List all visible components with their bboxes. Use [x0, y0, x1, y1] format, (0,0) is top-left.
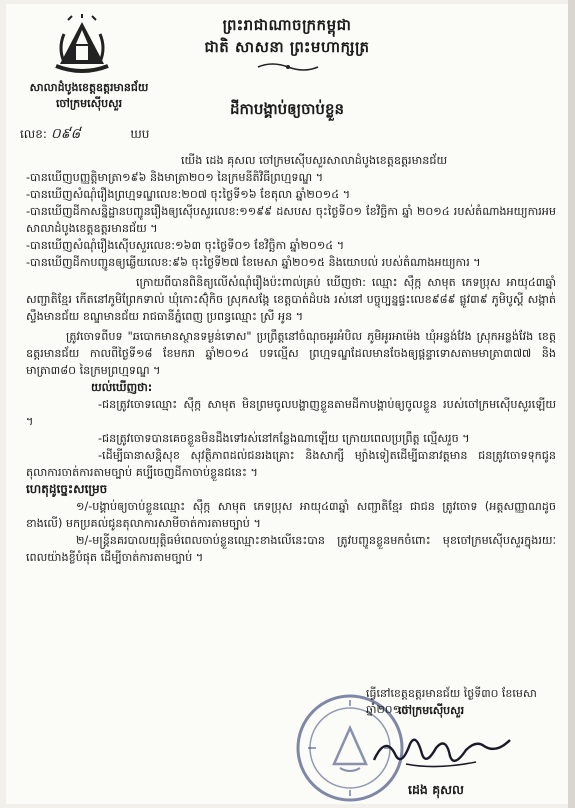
ornament-divider-icon [256, 58, 320, 77]
document-page [6, 4, 568, 804]
consideration-1: -ជនត្រូវចោទឈ្មោះ ស៊ឹក្ក សាមុត មិនព្រមចូលបង្ហាញខ្លួនតាមដីកាបង្គាប់ឲ្យចូលខ្លួន របស់ចៅក្រមស៊ើបសួរឡើយ ។ [26, 398, 556, 428]
document-title: ដីកាបង្គាប់ឲ្យចាប់ខ្លួន [230, 100, 344, 118]
signer-name: ដេង គុសល [408, 782, 464, 797]
recital-4: -បានឃើញសំណុំរឿងស៊ើបសួរលេខ:១៦៣ ចុះថ្ងៃទី០១ ខែវិច្ឆិកា ឆ្នាំ២០១៤ ។ [26, 239, 345, 252]
agency-court: សាលាដំបូងខេត្តឧត្តរមានជ័យ [29, 81, 149, 94]
kingdom-name: ព្រះរាជាណាចក្រកម្ពុជា [222, 16, 352, 34]
national-header [6, 14, 568, 58]
consideration-2: -ជនត្រូវចោទបានគេចខ្លួនមិនដឹងទៅរស់នៅកន្លែងណាឡើយ ក្រោយពេលប្រព្រឹត្ត ល្មើសរួច ។ [98, 432, 470, 445]
recital-2: -បានឃើញសំណុំរឿងព្រហ្មទណ្ឌលេខ:២០៧ ចុះថ្ងៃទី១៦ ខែតុលា ឆ្នាំ២០១៤ ។ [26, 188, 351, 201]
recital-1: -បានឃើញបញ្ញត្តិមាត្រា១៩៦ និងមាត្រា២០១ នៃក្រមនីតិវិធីព្រហ្មទណ្ឌ ។ [26, 171, 324, 184]
document-body [26, 152, 556, 566]
decision-heading: ហេតុដូច្នេះសម្រេច [26, 482, 108, 496]
signer-title: ចៅក្រមស៊ើបសួរ [398, 704, 465, 717]
decision-2: ២/-មន្ត្រីនគរបាលយុត្តិធម៌ពេលចាប់ខ្លួនឈ្មោះខាងលើនេះបាន ត្រូវបញ្ជូនខ្លួនមកចំពោះ មុខចៅក្រមស៊ើបសួរក្នុងរយៈពេលយ៉ាងខ្លីបំផុត ដើម្បីចាត់ការតាមច្បាប់ ។ [26, 534, 556, 564]
considerations-heading: យល់ឃើញថា: [91, 381, 153, 394]
facts-paragraph: ក្រោយពីបានពិនិត្យលើសំណុំរឿងប៉ះពាល់គ្រប់ ឃើញថា: ឈ្មោះ ស៊ឹក្ក សាមុត ភេទប្រុស អាយុ៤៣ឆ្នាំ សញ្ជាតិខ្មែរ កើតនៅភូមិព្រែកទាល់ ឃុំកោះស៊ុំកិច ស្រុកសង្កែ ខេត្តបាត់ដំបង រស់នៅ បច្ចុប្បន្នផ្ទះលេខ៩៨៩ ផ្លូវ៣៩ ភូមិបូស្ដី សង្កាត់ស្ទឹងមានជ័យ ខណ្ឌមានជ័យ រាជធានីភ្នំពេញ ប្រពន្ធឈ្មោះ ស្រី អូន ។ [26, 276, 556, 323]
recital-3: -បានឃើញដីកាសន្និដ្ឋានបញ្ជូនរឿងឲ្យស៊ើបសួរលេខ:១១៩៩ ដសបស ចុះថ្ងៃទី០១ ខែវិច្ឆិកា ឆ្នាំ ២០១៤ របស់តំណាងអយ្យការអមសាលាដំបូងខេត្តឧត្តរមានជ័យ ។ [26, 205, 556, 235]
intro-line: យើង ដេង គុសល ចៅក្រមស៊ើបសួរសាលាដំបូងខេត្តឧត្តរមានជ័យ [181, 154, 448, 167]
charge-paragraph: ត្រូវចោទពីបទ "ឆបោកមានស្ថានទម្ងន់ទោស" ប្រព្រឹត្តនៅចំណុចអូរអំបិល ភូមិអូរអាម៉េង ឃុំអន្លង់វែង ស្រុកអន្លង់វែង ខេត្តឧត្តរមានជ័យ កាលពីថ្ងៃទី១៨ ខែមករា ឆ្នាំ២០១៤ បទល្មើស ព្រហ្មទណ្ឌដែលមានចែងឲ្យផ្ដន្ទាទោសតាមមាត្រា៣៧៧ និងមាត្រា៣៨០ នៃក្រមព្រហ្មទណ្ឌ ។ [26, 330, 556, 377]
ref-number: ០៩៨ [50, 126, 81, 142]
reference-number [20, 124, 149, 145]
consideration-3: -ដើម្បីធានាសន្តិសុខ សុវត្ថិភាពដល់ជនរងគ្រោះ និងសាក្សី ម្យ៉ាងទៀតដើម្បីធានាវត្តមាន ជនត្រូវចោទទុកជូនតុលាការចាត់ការតាមច្បាប់ គប្បីចេញដីកាចាប់ខ្លួនជនេះ ។ [26, 449, 556, 479]
decision-1: ១/-បង្គាប់ឲ្យចាប់ខ្លួនឈ្មោះ ស៊ឹក្ក សាមុត ភេទប្រុស អាយុ៤៣ឆ្នាំ សញ្ជាតិខ្មែរ ជាជន ត្រូវចោទ (អត្តសញ្ញាណដូចខាងលើ) មកប្រគល់ជូនតុលាការសាមីចាត់ការតាមច្បាប់ ។ [26, 500, 556, 530]
national-motto: ជាតិ សាសនា ព្រះមហាក្សត្រ [204, 38, 370, 56]
recital-5: -បានឃើញដីកាបញ្ជូនឲ្យឆ្លើយលេខ:៩៦ ចុះថ្ងៃទី២៧ ខែមេសា ឆ្នាំ២០១៥ និងយោបល់ របស់តំណាងអយ្យការ ។ [26, 256, 481, 269]
handwritten-signature-icon [366, 726, 516, 776]
ref-label: លេខ: [20, 127, 47, 141]
agency-office: ចៅក្រមស៊ើបសួរ [55, 97, 123, 110]
page-edge [568, 0, 575, 808]
issue-date: ធ្វើនៅខេត្តឧត្តរមានជ័យ ថ្ងៃទី៣០ ខែមេសា ឆ្នាំ២០១៥ [366, 687, 537, 716]
ref-suffix: ឃប [130, 127, 150, 141]
